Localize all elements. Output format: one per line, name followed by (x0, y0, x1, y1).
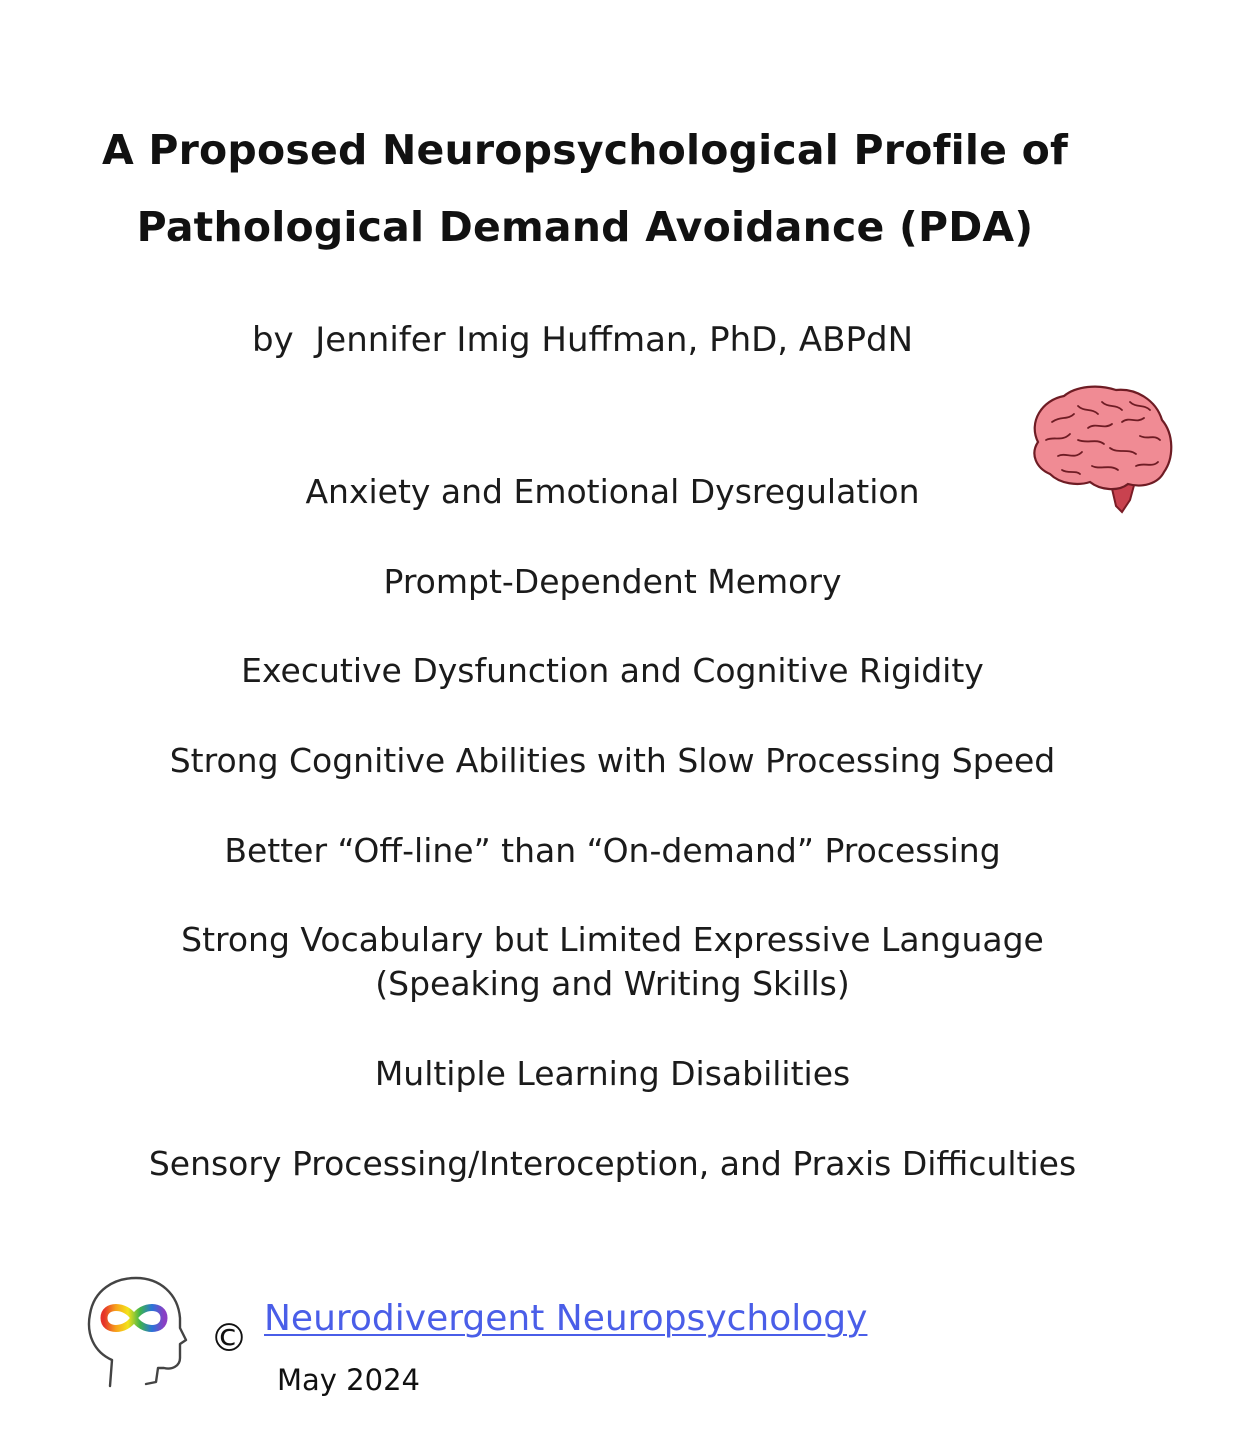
list-item-text: Multiple Learning Disabilities (374, 1054, 851, 1093)
page-title-line-1: A Proposed Neuropsychological Profile of (101, 126, 1068, 174)
copyright-symbol: © (210, 1316, 248, 1360)
list-item-text: Strong Vocabulary but Limited Expressive Language (181, 920, 1044, 959)
list-item (0, 1052, 1225, 1096)
list-item-text: Better “Off-line” than “On-demand” Processing (224, 831, 1001, 870)
head-infinity-logo (84, 1274, 190, 1394)
list-item (0, 739, 1225, 783)
list-item-subtext: (Speaking and Writing Skills) (375, 964, 850, 1003)
list-item-text: Prompt-Dependent Memory (383, 562, 842, 601)
list-item (0, 470, 1225, 514)
list-item (0, 560, 1225, 604)
list-item (0, 1142, 1225, 1186)
page-title-line-2: Pathological Demand Avoidance (PDA) (136, 203, 1034, 251)
list-item (0, 649, 1225, 693)
author-byline: by Jennifer Imig Huffman, PhD, ABPdN (251, 320, 914, 360)
list-item-text: Anxiety and Emotional Dysregulation (305, 472, 920, 511)
list-item-text: Strong Cognitive Abilities with Slow Processing Speed (169, 741, 1056, 780)
list-item-text: Sensory Processing/Interoception, and Praxis Difficulties (148, 1144, 1077, 1183)
list-item (0, 829, 1225, 873)
neurodivergent-neuropsychology-link[interactable]: Neurodivergent Neuropsychology (264, 1298, 868, 1339)
list-item (0, 918, 1225, 1006)
list-item-text: Executive Dysfunction and Cognitive Rigidity (241, 651, 984, 690)
publication-date: May 2024 (277, 1363, 420, 1397)
